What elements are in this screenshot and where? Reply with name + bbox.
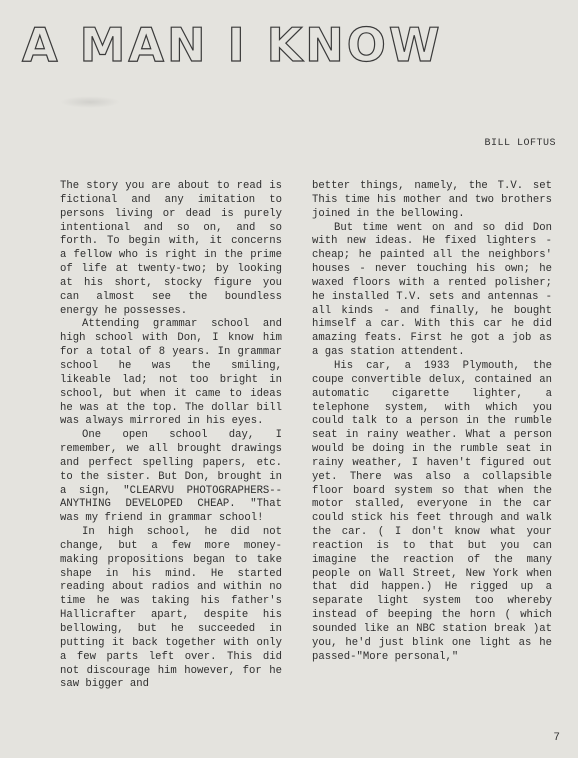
paragraph: One open school day, I remember, we all brought drawings and perfect spelling papers, etc. to the sister. But Don, brought in a sign, "CLEARVU PHOTOGRAPHERS--ANYTHING DEVELOPED CHEAP. "That was my friend in grammar school! xyxy=(60,429,282,525)
ink-smudge xyxy=(60,96,120,108)
paragraph: In high school, he did not change, but a few more money-making propositions began to take shape in his mind. He started reading about radios and within no time he was taking his father's Hallicrafter apart, despite his bellowing, but he succeeded in putting it back together with only a few parts left over. This did not discourage him however, for he saw bigger and xyxy=(60,526,282,691)
paragraph: Attending grammar school and high school with Don, I know him for a total of 8 years. In grammar school he was the smiling, likeable lad; not too bright in school, but when it came to ideas he was at the top. The dollar bill was always mirrored in his eyes. xyxy=(60,318,282,428)
author-byline: BILL LOFTUS xyxy=(484,138,556,149)
article-title: A MAN I KNOW xyxy=(22,18,443,72)
page-number: 7 xyxy=(553,732,560,744)
paragraph: But time went on and so did Don with new ideas. He fixed lighters - cheap; he painted all the neighbors' houses - never touching his own; he waxed floors with a rented polisher; he installed T.V. sets and antennas - all kinds - and finally, he bought himself a car. With this car he did amazing feats. First he got a job as a gas station attendent. xyxy=(312,221,552,359)
right-column xyxy=(312,180,552,665)
left-column xyxy=(60,180,282,692)
paragraph: The story you are about to read is fictional and any imitation to persons living or dead is purely intentional and so on, and so forth. To begin with, it concerns a fellow who is right in the prime of life at twenty-two; by looking at his short, stocky figure you can almost see the boundless energy he possesses. xyxy=(60,180,282,317)
paragraph: His car, a 1933 Plymouth, the coupe convertible delux, contained an automatic cigarette lighter, a telephone system, with which you could talk to a person in the rumble seat in rainy weather. What a person would be doing in the rumble seat in rainy weather, I haven't figured out yet. There was also a collapsible floor board system so that when the motor stalled, everyone in the car could stick his feet through and walk the car. ( I don't know what your reaction is to that but you can imagine the reaction of the many people on Wall Street, New York when that did happen.) He rigged up a separate light system too whereby instead of beeping the horn ( which sounded like an NBC station break )at you, he'd just blink one light as he passed-"More personal," xyxy=(312,359,552,663)
paragraph: better things, namely, the T.V. set This time his mother and two brothers joined in the bellowing. xyxy=(312,180,552,220)
